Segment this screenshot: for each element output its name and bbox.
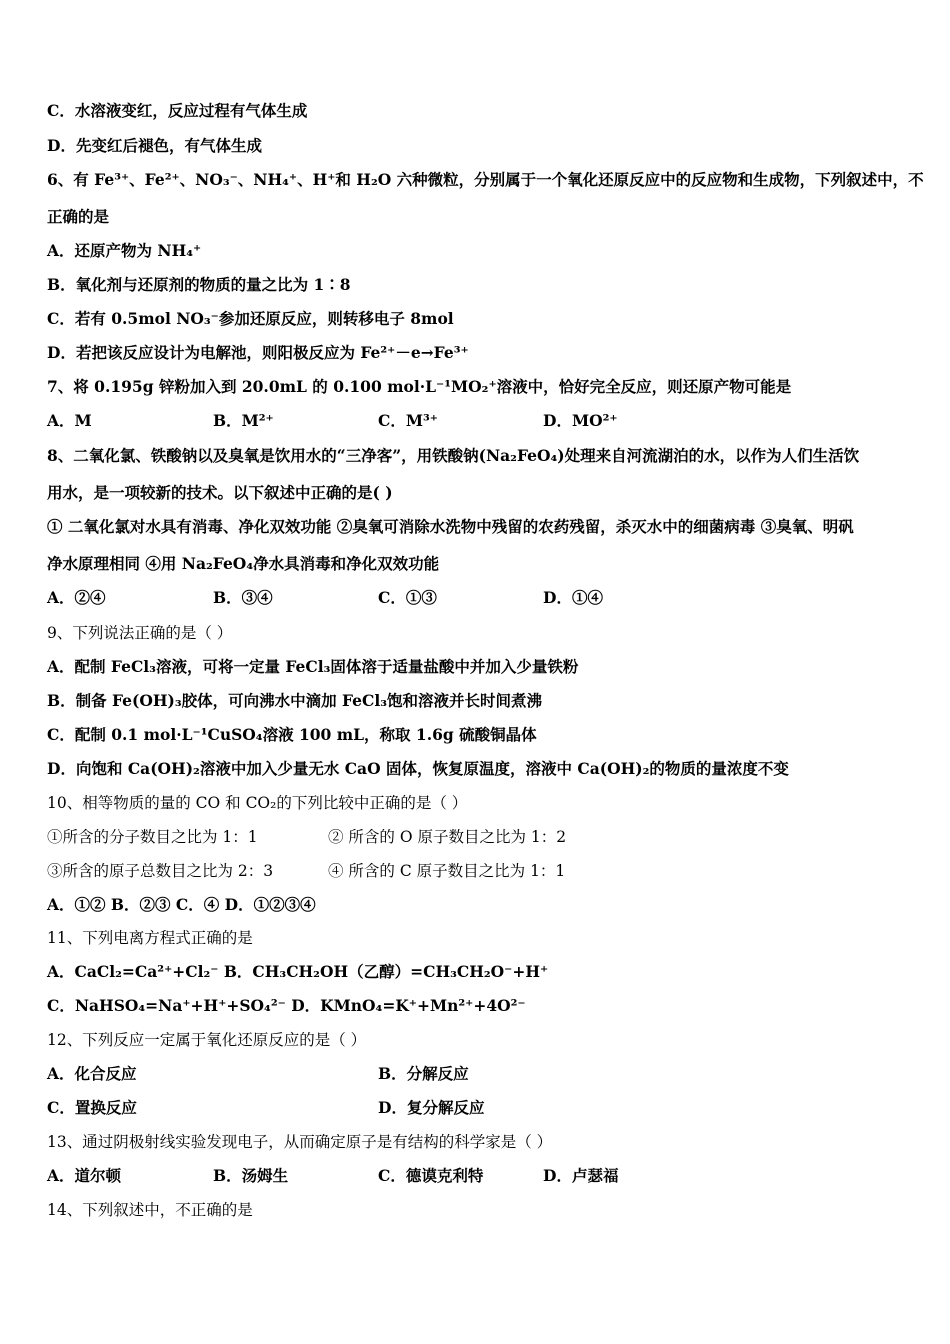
q13-option-c: C．德谟克利特 (378, 1166, 484, 1185)
q11-stem: 11、下列电离方程式正确的是 (47, 929, 253, 947)
q7-option-d: D．MO²⁺ (543, 411, 618, 430)
q8-stem-line1: 8、二氧化氯、铁酸钠以及臭氧是饮用水的“三净客”，用铁酸钠(Na₂FeO₄)处理来自河流湖泊的水，以作为人们生活饮 (47, 446, 860, 465)
q8-items-line1: ① 二氧化氯对水具有消毒、净化双效功能 ②臭氧可消除水洗物中残留的农药残留，杀灭水中的细菌病毒 ③臭氧、明矾 (47, 517, 854, 536)
q7-option-a: A．M (47, 411, 92, 430)
q13-stem: 13、通过阴极射线实验发现电子，从而确定原子是有结构的科学家是（ ） (47, 1133, 553, 1151)
q10-item-3: ③所含的原子总数目之比为 2：3 (47, 862, 274, 880)
q10-item-2: ② 所含的 O 原子数目之比为 1：2 (328, 828, 567, 846)
q12-option-c: C．置换反应 (47, 1098, 137, 1117)
q9-option-c: C．配制 0.1 mol·L⁻¹CuSO₄溶液 100 mL，称取 1.6g 硫酸铜晶体 (47, 725, 537, 744)
q8-option-d: D．①④ (543, 588, 603, 607)
q6-option-a: A．还原产物为 NH₄⁺ (47, 241, 202, 260)
q8-option-c: C．①③ (378, 588, 437, 607)
q9-option-a: A．配制 FeCl₃溶液，可将一定量 FeCl₃固体溶于适量盐酸中并加入少量铁粉 (47, 657, 579, 676)
q6-option-c: C．若有 0.5mol NO₃⁻参加还原反应，则转移电子 8mol (47, 309, 454, 328)
q8-option-b: B．③④ (213, 588, 273, 607)
q12-option-d: D．复分解反应 (378, 1098, 485, 1117)
q13-option-a: A．道尔顿 (47, 1166, 122, 1185)
q10-item-4: ④ 所含的 C 原子数目之比为 1：1 (328, 862, 566, 880)
q8-option-a: A．②④ (47, 588, 106, 607)
q6-stem-line2: 正确的是 (47, 207, 110, 226)
q12-stem: 12、下列反应一定属于氧化还原反应的是（ ） (47, 1031, 367, 1049)
q9-option-d: D．向饱和 Ca(OH)₂溶液中加入少量无水 CaO 固体，恢复原温度，溶液中 Ca(OH)₂的物质的量浓度不变 (47, 759, 789, 778)
q11-options-ab: A．CaCl₂=Ca²⁺+Cl₂⁻ B．CH₃CH₂OH（乙醇）=CH₃CH₂O⁻+H⁺ (47, 962, 549, 981)
q12-option-b: B．分解反应 (378, 1064, 469, 1083)
q8-items-line2: 净水原理相同 ④用 Na₂FeO₄净水具消毒和净化双效功能 (47, 554, 440, 573)
q11-options-cd: C．NaHSO₄=Na⁺+H⁺+SO₄²⁻ D．KMnO₄=K⁺+Mn²⁺+4O²⁻ (47, 996, 526, 1015)
q7-option-c: C．M³⁺ (378, 411, 438, 430)
q13-option-d: D．卢瑟福 (543, 1166, 619, 1185)
q14-stem: 14、下列叙述中，不正确的是 (47, 1201, 253, 1219)
q7-option-b: B．M²⁺ (213, 411, 274, 430)
q9-option-b: B．制备 Fe(OH)₃胶体，可向沸水中滴加 FeCl₃饱和溶液并长时间煮沸 (47, 691, 543, 710)
q5-option-d: D．先变红后褪色，有气体生成 (47, 136, 262, 155)
q10-options: A．①② B．②③ C．④ D．①②③④ (47, 895, 316, 914)
q6-option-d: D．若把该反应设计为电解池，则阳极反应为 Fe²⁺－e→Fe³⁺ (47, 343, 469, 362)
q12-option-a: A．化合反应 (47, 1064, 137, 1083)
q6-option-b: B．氧化剂与还原剂的物质的量之比为 1∶8 (47, 275, 351, 294)
q9-stem: 9、下列说法正确的是（ ） (47, 624, 233, 642)
q13-option-b: B．汤姆生 (213, 1166, 289, 1185)
q10-item-1: ①所含的分子数目之比为 1：1 (47, 828, 258, 846)
q6-stem-line1: 6、有 Fe³⁺、Fe²⁺、NO₃⁻、NH₄⁺、H⁺和 H₂O 六种微粒，分别属于一个氧化还原反应中的反应物和生成物，下列叙述中，不 (47, 170, 924, 189)
q5-option-c: C．水溶液变红，反应过程有气体生成 (47, 101, 308, 120)
q10-stem: 10、相等物质的量的 CO 和 CO₂的下列比较中正确的是（ ） (47, 794, 468, 812)
q7-stem: 7、将 0.195g 锌粉加入到 20.0mL 的 0.100 mol·L⁻¹MO₂⁺溶液中，恰好完全反应，则还原产物可能是 (47, 377, 792, 396)
q8-stem-line2: 用水，是一项较新的技术。以下叙述中正确的是( ) (47, 483, 393, 502)
